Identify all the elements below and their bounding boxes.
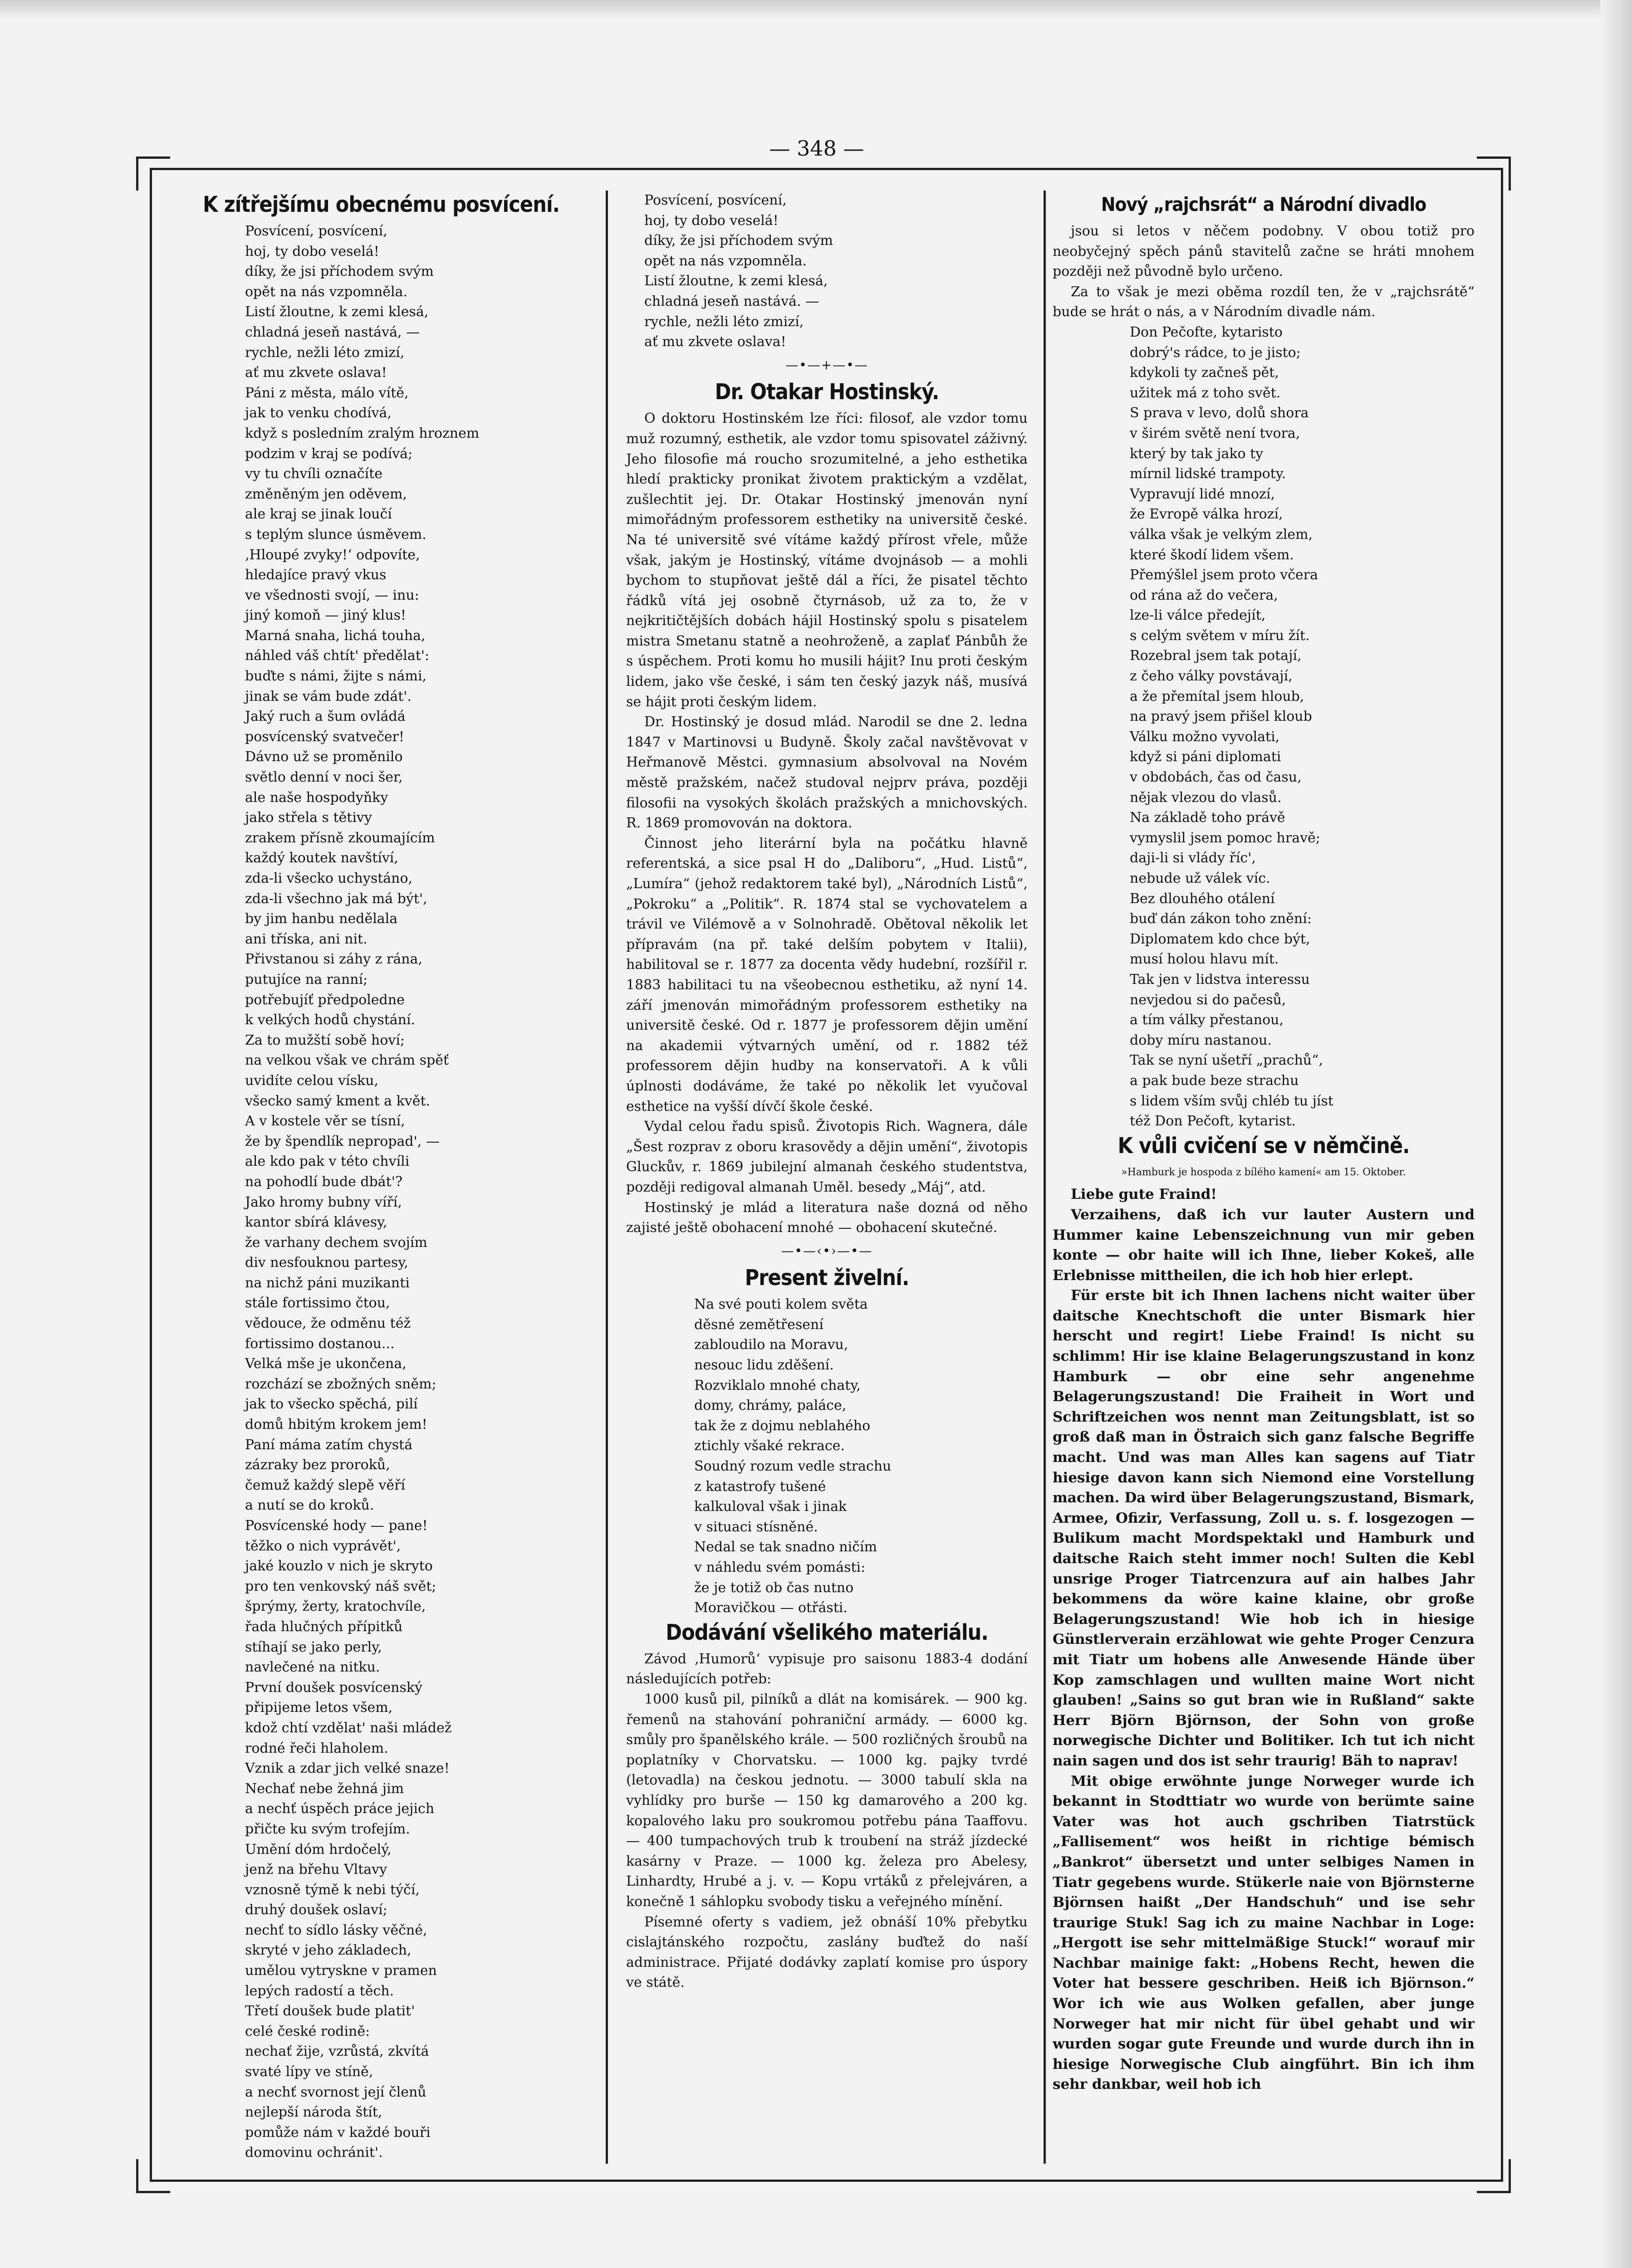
- poem-line: zabloudilo na Moravu,: [694, 1337, 848, 1353]
- paragraph: Činnost jeho literární byla na počátku hlavně referentská, a sice psal H do „Daliboru“, „Hud. Listů“, „Lumíra“ (jehož redaktorem také byl), „Národních Listů“, „Pokroku“ a „Politik“. R. 1874 stal se vychovatelem a trávil ve Vilémově a v Solnohradě. Obětoval několik let přípravám (na př. také delším pobytem v Italii), habilitoval se r. 1877 za docenta vědy hudební, rozšířil r. 1883 habilitaci tu na všeobecnou esthetiku, až nyní 14. září jmenován mimořádným professorem esthetiky na universitě české. Od r. 1877 je professorem dějin umění na akademii výtvarných umění, od r. 1882 též professorem dějin hudby na konservatoři. A k vůli úplnosti dodáváme, že také po několik let vyučoval esthetice na vyšší dívčí škole české.: [626, 835, 1028, 1114]
- poem-line: s teplým slunce úsměvem.: [245, 526, 426, 543]
- paragraph: Für erste bit ich Ihnen lachens nicht waiter über daitsche Knechtschoft die unter Bismark hier herscht und regirt! Liebe Fraind! Is nicht su schlimm! Hir ise klaine Belagerungszustand in konz Hamburk — obr eine sehr angenehme Belagerungszustand! Die Fraiheit in Wort und Schriftzeichen wos nennt man Zeitungsblatt, ist so groß daß man in Östraich sich ganz falsche Begriffe macht. Und was man Alles kan sagens auf Tiatr hiesige davon kann sich Niemond eine Vorstellung machen. Da wird über Belagerungszustand, Bismark, Armee, Ofizir, Verfassung, Zoll u. s. f. losgezogen — Bulikum macht Mordspektakl und Hamburk und daitsche Raich steht immer noch! Sulten die Kebl unsrige Proger Tiatrcenzura auf ain halbes Jahr bekommens da wöre kaine klaine, obr große Belagerungszustand! Wie hob ich in hiesige Günstlerverain erzählowat wie gehte Proger Cenzura mit Tiatr um hobens alle Anwesende Hände über Kop zamschlagen und wullten maine Wort nicht glauben! „Sains so gut bran wie in Rußland“ sakte Herr Björn Björnson, der Sohn von große norwegische Dichter und Bolitiker. Ich tut ich nicht nain sagen und dos ist sehr traurig! Bäh to naprav!: [1053, 1287, 1475, 1769]
- poem-line: užitek má z toho svět.: [1130, 385, 1281, 401]
- poem-line: přičte ku svým trofejím.: [245, 1821, 410, 1837]
- poem-posviceni: [177, 221, 585, 2163]
- poem-line: Paní máma zatím chystá: [245, 1437, 413, 1453]
- poem-line: ale naše hospodyňky: [245, 789, 388, 806]
- poem-line: ztichly všaké rekrace.: [694, 1438, 845, 1454]
- poem-line: v širém světě není tvora,: [1130, 425, 1300, 441]
- article-title-rajchsrat: Nový „rajchsrát“ a Národní divadlo: [1101, 193, 1426, 215]
- poem-line: všecko samý kment a květ.: [245, 1093, 431, 1109]
- poem-line: chladná jeseň nastává. —: [644, 293, 819, 309]
- poem-line: s lidem vším svůj chléb tu jíst: [1130, 1093, 1333, 1109]
- article-supply-body: [626, 1649, 1028, 1993]
- poem-line: nebude už válek víc.: [1130, 870, 1270, 886]
- poem-line: připijeme letos všem,: [245, 1700, 393, 1716]
- poem-line: umělou vytryskne v pramen: [245, 1963, 437, 1979]
- poem-line: vymyslil jsem pomoc hravě;: [1130, 830, 1320, 846]
- poem-line: díky, že jsi příchodem svým: [245, 264, 434, 280]
- section-divider: —•—+—•—: [785, 357, 868, 372]
- paragraph: jsou si letos v něčem podobny. V obou totiž pro neobyčejný spěch pánů stavitelů začne se hráti mnohem později než původně bylo určeno.: [1053, 223, 1475, 280]
- poem-line: stále fortissimo čtou,: [245, 1295, 390, 1311]
- poem-line: Tak jen v lidstva interessu: [1130, 971, 1310, 987]
- poem-line: domy, chrámy, paláce,: [694, 1398, 847, 1414]
- paragraph: Mit obige erwöhnte junge Norweger wurde ich bekannt in Stodttiatr wo wurde von berümte saine Vater was hot auch gschriben Tiatrstück „Fallisement“ wos heißt in richtige bémisch „Bankrot“ übersetzt und unter selbiges Namen in Tiatr gegebens wurde. Stükerle naie von Björnsterne Björnsen haißt „Der Handschuh“ und ise sehr traurige Stuk! Sag ich zu maine Nachbar in Loge: „Hergott ise sehr mittelmäßige Stuck!“ worauf mir Nachbar mainige fakt: „Hobens Recht, hewen die Voter hat bessere geschriben. Heiß ich Björnson.“ Wor ich wie aus Wolken gefallen, aber junge Norweger hat mir nicht für übel gehabt und wir wurden sogar gute Freunde und wurde durch ihn in hiesige Norwegische Club aingführt. Bin ich ihm sehr dankbar, weil hob ich: [1053, 1773, 1475, 2093]
- poem-line: Tak se nyní ušetří „prachů“,: [1130, 1052, 1323, 1069]
- poem-line: ať mu zkvete oslava!: [644, 334, 786, 350]
- poem-line: tak že z dojmu neblahého: [694, 1418, 871, 1434]
- poem-line: které škodí lidem všem.: [1130, 547, 1294, 563]
- poem-line: a nechť svornost její členů: [245, 2084, 426, 2100]
- poem-line: domů hbitým krokem jem!: [245, 1417, 427, 1433]
- poem-line: Přemýšlel jsem proto včera: [1130, 567, 1318, 583]
- poem-line: Umění dóm hrdočelý,: [245, 1841, 392, 1857]
- poem-line: Za to mužští sobě hoví;: [245, 1032, 405, 1048]
- poem-line: nesouc lidu zděšení.: [694, 1357, 834, 1374]
- poem-line: Vznik a zdar jich velké snaze!: [245, 1760, 450, 1777]
- poem-line: nechať žije, vzrůstá, zkvítá: [245, 2043, 429, 2060]
- poem-line: zrakem přísně zkoumajícím: [245, 830, 435, 846]
- poem-line: v náhledu svém pomásti:: [694, 1559, 866, 1575]
- poem-line: Vypravují lidé mnozí,: [1130, 486, 1275, 502]
- article-hostinsky-body: [626, 409, 1028, 1238]
- poem-line: ‚Hloupé zvyky!‘ odpovíte,: [245, 547, 420, 563]
- poem-line: díky, že jsi příchodem svým: [644, 233, 833, 249]
- poem-line: stíhají se jako perly,: [245, 1639, 382, 1655]
- scan-top-edge: [0, 0, 1632, 18]
- poem-line: že varhany dechem svojím: [245, 1234, 427, 1251]
- poem-line: doby míru nastanou.: [1130, 1032, 1272, 1048]
- poem-line: lze-li válce předejít,: [1130, 607, 1266, 624]
- paragraph: O doktoru Hostinském lze říci: filosof, ale vzdor tomu muž rozumný, esthetik, ale vzdor tomu spisovatel záživný. Jeho filosofie má roucho srozumitelné, a jeho esthetika hledí prakticky pronikat životem praktickým a vzdělat, zušlechtit jej. Dr. Otakar Hostinský jmenován nyní mimořádným professorem esthetiky na universitě české. Na té universitě své vítáme každý přírost vřele, může však, jakým je Hostinský, vítáme dvojnásob — a mohli bychom to stupňovat ještě dál a říci, že pisatel těchto řádků vítá jej osobně čtyrnásob, už za to, že v nejkritičtějších dobách hájil Hostinský spolu s pisatelem mistra Smetanu statně a neohroženě, a zaplať Pánbůh že s úspěchem. Proti komu ho musili hájit? Inu proti českým lidem, jako vše české, i sám ten český jazyk náš, musívá se hájit proti českým lidem.: [626, 411, 1028, 710]
- poem-line: ať mu zkvete oslava!: [245, 365, 387, 381]
- poem-line: čemuž každý slepě věří: [245, 1477, 406, 1493]
- article-rajchsrat-body: [1053, 221, 1475, 323]
- poem-line: hledajíce pravý vkus: [245, 567, 387, 583]
- poem-line: nechť to sídlo lásky věčné,: [245, 1922, 427, 1938]
- poem-line: buďte s námi, žijte s námi,: [245, 668, 427, 684]
- poem-line: Listí žloutne, k zemi klesá,: [245, 304, 429, 320]
- poem-line: na velkou však ve chrám spěť: [245, 1052, 449, 1069]
- frame-corner-ornament: [1477, 2159, 1511, 2193]
- poem-present: [626, 1295, 1028, 1618]
- poem-line: rozchází se zbožných sněm;: [245, 1376, 436, 1392]
- poem-line: k velkých hodů chystání.: [245, 1012, 416, 1028]
- poem-line: Rozebral jsem tak potají,: [1130, 648, 1302, 664]
- poem-line: z katastrofy tušené: [694, 1478, 826, 1495]
- poem-line: rodné řeči hlaholem.: [245, 1740, 388, 1756]
- poem-line: v obdobách, čas od času,: [1130, 769, 1302, 786]
- poem-line: kantor sbírá klávesy,: [245, 1214, 387, 1231]
- poem-line: ve všednosti svojí, — inu:: [245, 587, 419, 603]
- poem-line: musí holou hlavu mít.: [1130, 951, 1279, 968]
- poem-line: zda-li všecko uchystáno,: [245, 870, 413, 886]
- poem-line: z čeho války povstávají,: [1130, 668, 1293, 684]
- poem-line: změněným jen oděvem,: [245, 486, 407, 502]
- poem-line: jiný komoň — jiný klus!: [245, 607, 407, 624]
- column-1: [177, 191, 585, 2163]
- poem-line: zda-li všechno jak má být',: [245, 890, 427, 907]
- poem-line: Posvícenské hody — pane!: [245, 1518, 428, 1534]
- poem-line: jinak se vám bude zdát'.: [245, 688, 412, 704]
- poem-line: kalkuloval však i jinak: [694, 1499, 847, 1515]
- paragraph: Závod ‚Humorů‘ vypisuje pro saisonu 1883-4 dodání následujících potřeb:: [626, 1651, 1028, 1687]
- poem-line: Nedal se tak snadno ničím: [694, 1539, 877, 1555]
- poem-line: mírnil lidské trampoty.: [1130, 466, 1286, 482]
- article-title-posviceni: K zítřejšímu obecnému posvícení.: [202, 192, 560, 217]
- poem-line: Marná snaha, lichá touha,: [245, 627, 426, 644]
- poem-line: kdož chtí vzdělat' naši mládež: [245, 1720, 452, 1736]
- poem-line: Dávno už se proměnilo: [245, 749, 403, 765]
- frame-corner-ornament: [1477, 156, 1511, 191]
- poem-line: hoj, ty dobo veselá!: [644, 212, 779, 229]
- poem-line: že Evropě válka hrozí,: [1130, 506, 1283, 523]
- poem-line: hoj, ty dobo veselá!: [245, 243, 379, 259]
- poem-line: když s posledním zralým hroznem: [245, 425, 480, 441]
- article-title-present: Present živelní.: [745, 1265, 909, 1291]
- poem-line: zázraky bez proroků,: [245, 1457, 390, 1473]
- poem-line: Posvícení, posvícení,: [245, 223, 387, 239]
- paragraph: Vydal celou řadu spisů. Životopis Rich. Wagnera, dále „Šest rozprav z oboru krasovědy a dějin umění“, životopis Gluckův, r. 1869 jubilejní almanah českého studentstva, později redigoval almanah Uměl. besedy „Máj“, atd.: [626, 1119, 1028, 1195]
- poem-line: nejlepší národa štít,: [245, 2104, 382, 2121]
- poem-line: a nutí se do kroků.: [245, 1497, 374, 1514]
- scan-right-edge: [1600, 0, 1632, 2268]
- poem-line: náhled váš chtít' předělat':: [245, 648, 430, 664]
- paragraph: Liebe gute Fraind!: [1071, 1186, 1217, 1203]
- poem-line: Bez dlouhého otálení: [1130, 890, 1275, 907]
- poem-line: Jaký ruch a šum ovládá: [245, 709, 406, 725]
- poem-line: Soudný rozum vedle strachu: [694, 1458, 892, 1475]
- poem-line: rychle, nežli léto zmizí,: [644, 313, 804, 330]
- section-divider: —•—‹•›—•—: [781, 1243, 873, 1258]
- poem-line: Rozviklalo mnohé chaty,: [694, 1377, 861, 1393]
- poem-line: ale kdo pak v této chvíli: [245, 1154, 410, 1170]
- poem-line: Páni z města, málo vítě,: [245, 385, 409, 401]
- poem-line: Na své pouti kolem světa: [694, 1296, 868, 1313]
- paragraph: 1000 kusů pil, pilníků a dlát na komisárek. — 900 kg. řemenů na stahování pohraniční armády. — 6000 kg. smůly pro španělského krále. — 500 rozličných šroubů na poplatníky v Chorvatsku. — 1000 kg. pajky tvrdé (letovadla) na českou jednotu. — 3000 tabulí skla na vyhlídky pro burše — 150 kg damarového a 200 kg. kopalového laku pro soukromou potřebu pána Taaffovu. — 400 tumpachových trub k troubení na stráž jízdecké kasárny v Praze. — 1000 kg. železa pro Abelesy, Linhardty, Hrubé a j. v. — Kopu vrtáků z přelejváren, a konečně 1 sáhlopku svobody tisku a veřejného mínění.: [626, 1691, 1028, 1910]
- poem-line: Třetí doušek bude platit': [245, 2003, 415, 2019]
- poem-line: Válku možno vyvolati,: [1130, 728, 1280, 745]
- poem-line: válka však je velkým zlem,: [1130, 526, 1313, 543]
- poem-line: navlečené na nitku.: [245, 1659, 380, 1676]
- poem-line: buď dán zákon toho znění:: [1130, 911, 1312, 927]
- poem-line: vznosně týmě k nebi týčí,: [245, 1882, 420, 1898]
- poem-line: Diplomatem kdo chce být,: [1130, 931, 1310, 947]
- poem-line: těžko o nich vyprávět',: [245, 1538, 401, 1554]
- poem-line: každý koutek navštíví,: [245, 850, 398, 866]
- poem-line: celé české rodině:: [245, 2023, 370, 2039]
- poem-line: s celým světem v míru žít.: [1130, 627, 1310, 644]
- poem-line: v situaci stísněné.: [694, 1519, 818, 1535]
- poem-line: a nechť úspěch práce jejich: [245, 1801, 435, 1817]
- column-3: [1053, 191, 1475, 2095]
- poem-line: svaté lípy ve stíně,: [245, 2064, 373, 2080]
- poem-line: že je totiž ob čas nutno: [694, 1579, 854, 1596]
- poem-line: když si páni diplomati: [1130, 749, 1281, 765]
- poem-line: Listí žloutne, k zemi klesá,: [644, 273, 828, 289]
- poem-line: Moravičkou — otřásti.: [694, 1600, 848, 1616]
- poem-line: vy tu chvíli označíte: [245, 466, 383, 482]
- paragraph: Hostinský je mlád a literatura naše dozná od něho zajisté ještě obohacení mnohé — obohacení skutečné.: [626, 1199, 1028, 1236]
- poem-line: nějak vlezou do vlasů.: [1130, 789, 1282, 806]
- poem-line: ale kraj se jinak loučí: [245, 506, 392, 523]
- article-title-hostinsky: Dr. Otakar Hostinský.: [715, 379, 939, 405]
- poem-line: Posvícení, posvícení,: [644, 192, 787, 208]
- poem-line: řada hlučných přípitků: [245, 1618, 403, 1635]
- poem-line: jak to všecko spěchá, pilí: [245, 1396, 418, 1413]
- poem-line: Jako hromy bubny víří,: [245, 1194, 402, 1210]
- poem-line: První doušek posvícenský: [245, 1679, 422, 1696]
- poem-line: šprýmy, žerty, kratochvíle,: [245, 1598, 426, 1615]
- poem-line: nevjedou si do pačesů,: [1130, 992, 1286, 1008]
- poem-line: vědouce, že odměnu též: [245, 1315, 411, 1332]
- poem-line: světlo denní v noci šer,: [245, 769, 403, 786]
- frame-corner-ornament: [136, 156, 170, 191]
- poem-line: pro ten venkovský náš svět;: [245, 1578, 436, 1594]
- poem-line: opět na nás vzpomněla.: [644, 253, 807, 269]
- poem-line: rychle, nežli léto zmizí,: [245, 344, 405, 361]
- paragraph: Verzaihens, daß ich vur lauter Austern und Hummer kaine Lebenszeichnung vun mir geben konte — obr haite will ich Ihne, lieber Kokeš, alle Erlebnisse mittheilen, die ich hob hier erlept.: [1053, 1206, 1475, 1284]
- poem-don-pecofte: [1053, 323, 1475, 1132]
- page-number: — 348 —: [769, 136, 864, 161]
- poem-line: domovinu ochránit'.: [245, 2145, 383, 2161]
- article-title-nemcina: K vůli cvičení se v němčině.: [1117, 1133, 1410, 1158]
- poem-posviceni-continued: [626, 191, 1028, 352]
- column-rule: [1044, 191, 1046, 2164]
- poem-line: Přivstanou si záhy z rána,: [245, 951, 422, 968]
- poem-line: jako střela s tětivy: [245, 810, 372, 826]
- poem-line: pomůže nám v každé bouři: [245, 2124, 431, 2141]
- poem-line: druhý doušek oslaví;: [245, 1902, 387, 1918]
- poem-line: kdykoli ty začneš pět,: [1130, 365, 1279, 381]
- poem-line: a pak bude beze strachu: [1130, 1072, 1299, 1089]
- poem-line: opět na nás vzpomněla.: [245, 284, 408, 300]
- poem-line: by jim hanbu nedělala: [245, 911, 398, 927]
- column-2: [626, 191, 1028, 1993]
- poem-line: který by tak jako ty: [1130, 445, 1264, 462]
- article-nemcina-body: [1053, 1184, 1475, 2095]
- poem-line: též Don Pečoft, kytarist.: [1130, 1113, 1296, 1129]
- poem-line: děsné zemětřesení: [694, 1316, 823, 1333]
- poem-line: putujíce na ranní;: [245, 971, 368, 987]
- poem-line: na pohodlí bude dbát'?: [245, 1173, 403, 1190]
- poem-line: na pravý jsem přišel kloub: [1130, 709, 1312, 725]
- poem-line: uvidíte celou vísku,: [245, 1072, 379, 1089]
- paragraph: Za to však je mezi oběma rozdíl ten, že v „rajchsrátě“ bude se hrát o nás, a v Národním divadle nám.: [1053, 284, 1475, 320]
- poem-line: S prava v levo, dolů shora: [1130, 405, 1309, 421]
- poem-line: Velká mše je ukončena,: [245, 1356, 407, 1372]
- poem-line: a že přemítal jsem hloub,: [1130, 688, 1304, 704]
- poem-line: A v kostele věr se tísní,: [245, 1113, 405, 1129]
- poem-line: skryté v jeho základech,: [245, 1942, 412, 1959]
- poem-line: lepých radostí a těch.: [245, 1983, 394, 1999]
- frame-corner-ornament: [136, 2159, 170, 2193]
- poem-line: že by špendlík nepropad', —: [245, 1133, 440, 1149]
- poem-line: posvícenský svatvečer!: [245, 728, 405, 745]
- article-dateline: »Hamburk je hospoda z bílého kamení« am 15. Oktober.: [1121, 1166, 1406, 1178]
- poem-line: dobrý's rádce, to je jisto;: [1130, 344, 1301, 361]
- poem-line: jak to venku chodívá,: [245, 405, 392, 421]
- poem-line: jenž na břehu Vltavy: [245, 1862, 387, 1878]
- column-rule: [606, 191, 608, 2164]
- poem-line: na nichž páni muzikanti: [245, 1275, 410, 1291]
- poem-line: ani tříska, ani nit.: [245, 931, 368, 947]
- poem-line: od rána až do večera,: [1130, 587, 1278, 603]
- poem-line: Nechať nebe žehná jim: [245, 1780, 404, 1797]
- poem-line: a tím války přestanou,: [1130, 1012, 1284, 1028]
- poem-line: Don Pečofte, kytaristo: [1130, 324, 1283, 340]
- poem-line: jaké kouzlo v nich je skryto: [245, 1558, 433, 1574]
- poem-line: Na základě toho právě: [1130, 810, 1285, 826]
- poem-line: daji-li si vlády říc',: [1130, 850, 1256, 866]
- poem-line: chladná jeseň nastává, —: [245, 324, 420, 340]
- poem-line: podzim v kraj se podívá;: [245, 445, 413, 462]
- poem-line: potřebujíť předpoledne: [245, 992, 405, 1008]
- poem-line: div nesfouknou partesy,: [245, 1255, 408, 1271]
- article-title-supply: Dodávání všelikého materiálu.: [666, 1619, 988, 1645]
- poem-line: fortissimo dostanou...: [245, 1335, 395, 1352]
- paragraph: Dr. Hostinský je dosud mlád. Narodil se dne 2. ledna 1847 v Martinovsi u Budyně. Školy začal navštěvovat v Heřmanově Městci. gymnasium absolvoval na Novém městě pražském, načež studoval nejprv práva, později filosofii na vysokých školách pražských a mnichovských. R. 1869 promovován na doktora.: [626, 714, 1028, 831]
- paragraph: Písemné oferty s vadiem, jež obnáší 10% přebytku cislajtánského rozpočtu, zaslány buďtež do naší administrace. Přijaté dodávky zaplatí komise pro úspory ve státě.: [626, 1914, 1028, 1991]
